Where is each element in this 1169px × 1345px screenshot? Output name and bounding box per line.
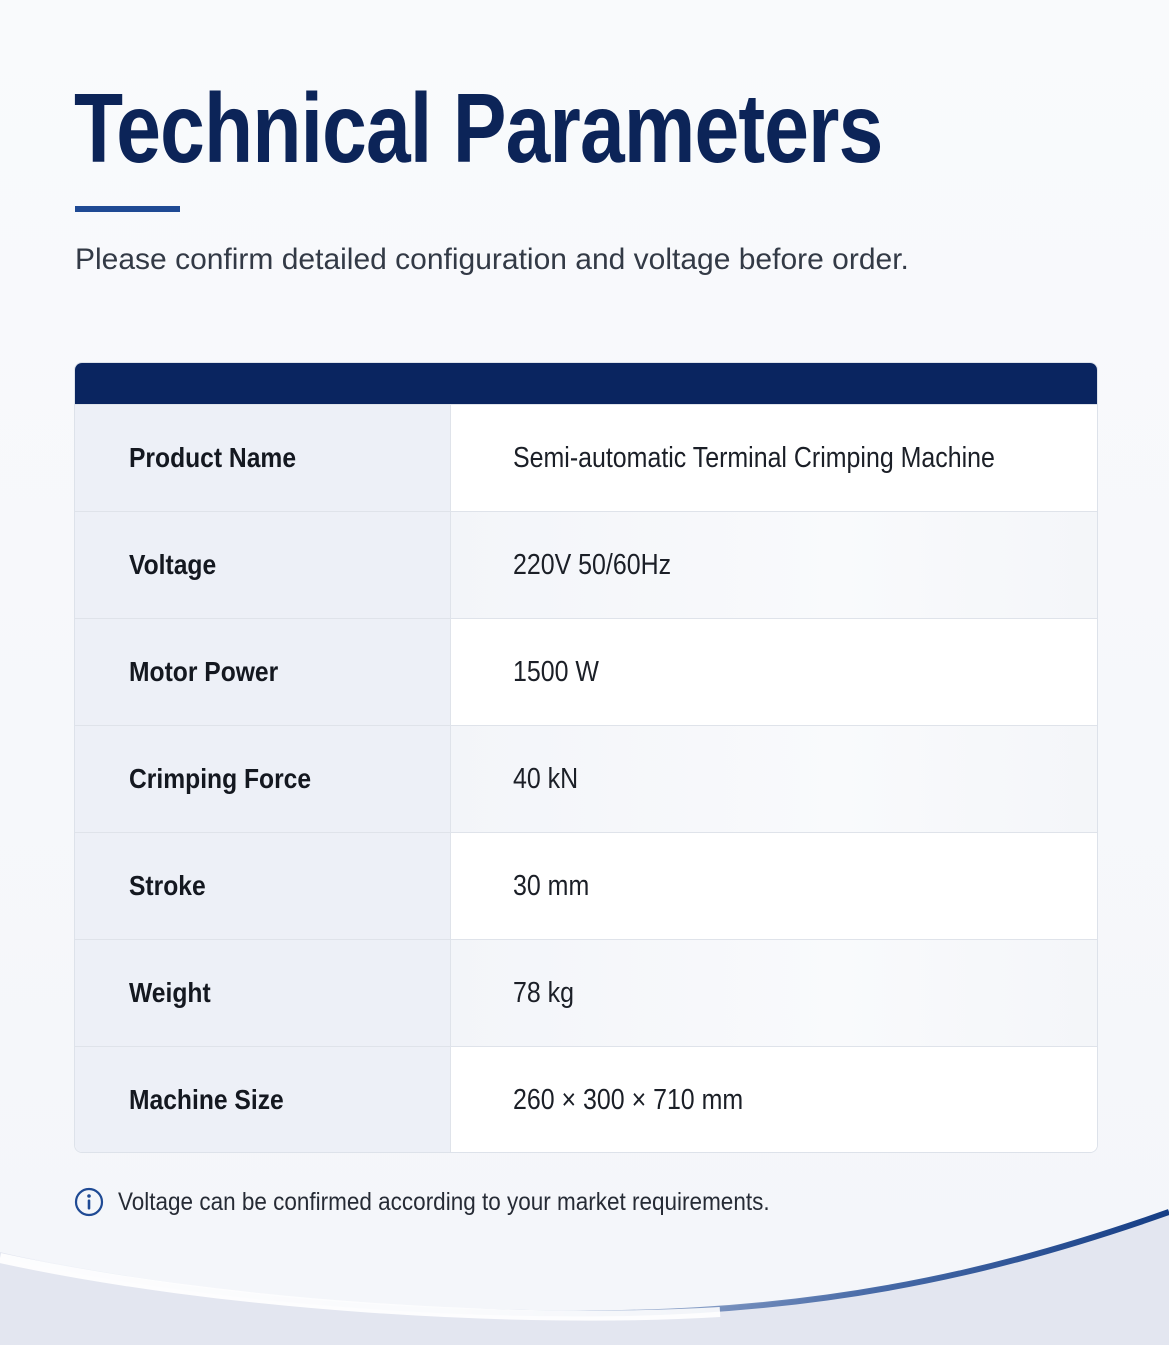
spec-value-machine-size: 260 × 300 × 710 mm (451, 1047, 1097, 1153)
spec-value-weight: 78 kg (451, 940, 1097, 1046)
table-row (75, 832, 1097, 939)
note-text: Voltage can be confirmed according to your market requirements. (118, 1187, 770, 1216)
spec-label-machine-size: Machine Size (75, 1047, 451, 1153)
title-underline (75, 206, 180, 212)
spec-value-product-name: Semi-automatic Terminal Crimping Machine (451, 405, 1097, 511)
page-title: Technical Parameters (74, 73, 883, 183)
voltage-note (74, 1186, 842, 1218)
table-header-bar (75, 363, 1097, 404)
spec-label-voltage: Voltage (75, 512, 451, 618)
spec-value-crimping-force: 40 kN (451, 726, 1097, 832)
info-icon (74, 1187, 104, 1217)
spec-value-voltage: 220V 50/60Hz (451, 512, 1097, 618)
table-row (75, 939, 1097, 1046)
table-row (75, 511, 1097, 618)
spec-label-weight: Weight (75, 940, 451, 1046)
spec-value-stroke: 30 mm (451, 833, 1097, 939)
spec-label-stroke: Stroke (75, 833, 451, 939)
page-subtitle: Please confirm detailed configuration and voltage before order. (75, 243, 909, 276)
spec-label-motor-power: Motor Power (75, 619, 451, 725)
table-row (75, 1046, 1097, 1153)
table-row (75, 725, 1097, 832)
table-row (75, 404, 1097, 511)
spec-table (74, 362, 1098, 1153)
spec-label-crimping-force: Crimping Force (75, 726, 451, 832)
spec-label-product-name: Product Name (75, 405, 451, 511)
table-row (75, 618, 1097, 725)
spec-value-motor-power: 1500 W (451, 619, 1097, 725)
